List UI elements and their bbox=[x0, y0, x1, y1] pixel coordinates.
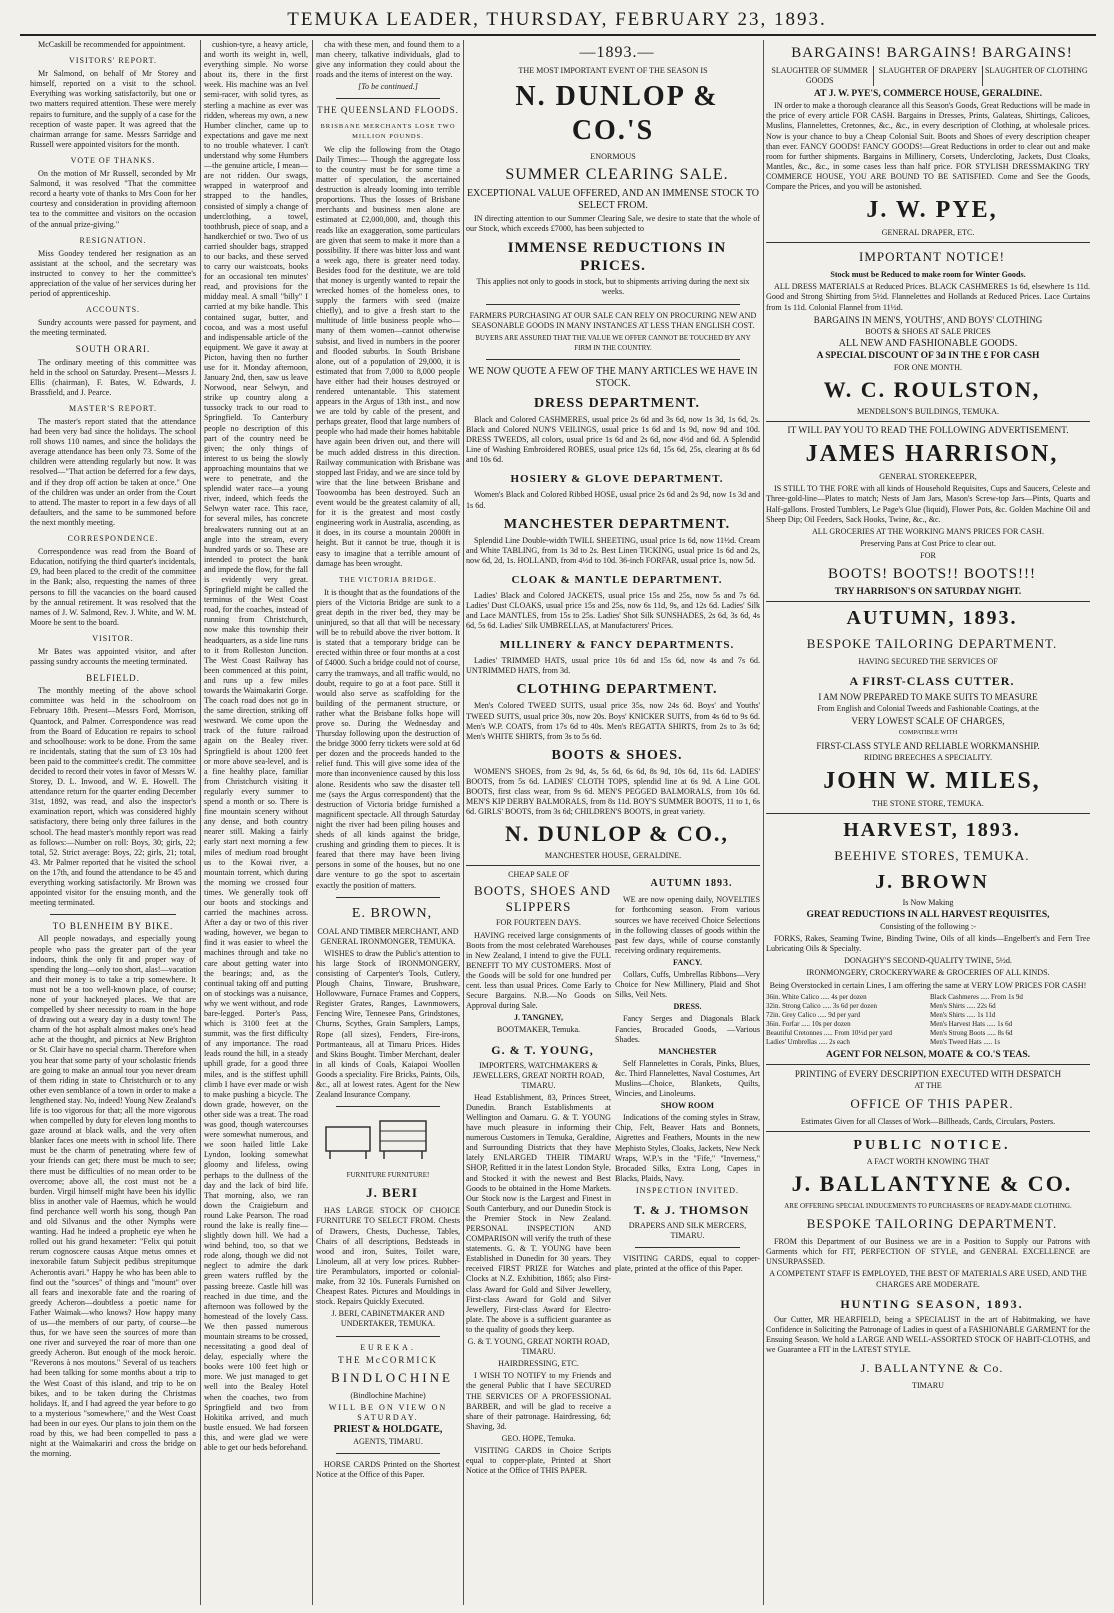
column-rule bbox=[763, 40, 764, 1605]
ad-address: MANCHESTER HOUSE, GERALDINE. bbox=[544, 851, 682, 861]
ad-text: A SPECIAL DISCOUNT OF 3d IN THE £ FOR CASH bbox=[816, 350, 1040, 361]
price-list-right bbox=[930, 993, 1090, 1047]
article-text: Miss Goodey tendered her resignation as an assistant at the school, and the secretary was instructed to convey to her the committee's appreciation of the value of her services during her period of apprenticeship. bbox=[30, 248, 196, 299]
divider bbox=[766, 1131, 1090, 1132]
ad-text: Is Now Making bbox=[902, 897, 954, 907]
ad-text: WE are now opening daily, NOVELTIES for forthcoming season. From various sources we have received Choice Selections in the following classes of goods within the past few days, while of course constantly receiving ordinary requirements. bbox=[615, 895, 760, 955]
ad-text: RIDING BREECHES A SPECIALITY. bbox=[863, 752, 992, 762]
ad-text: Estimates Given for all Classes of Work—Billheads, Cards, Circulars, Posters. bbox=[800, 1116, 1056, 1126]
department-heading: CLOAK & MANTLE DEPARTMENT. bbox=[511, 573, 723, 586]
section-heading: CORRESPONDENCE. bbox=[67, 534, 159, 544]
ad-text: Being Overstocked in certain Lines, I am offering the same at VERY LOW PRICES FOR CASH! bbox=[769, 980, 1087, 990]
ad-signature: J. TANGNEY, bbox=[513, 1013, 564, 1023]
price-row: Beautiful Cretonnes ..... From 10½d per yard bbox=[766, 1028, 892, 1037]
ad-text: IRONMONGERY, CROCKERYWARE & GROCERIES OF ALL KINDS. bbox=[806, 968, 1050, 978]
ad-text: I WISH TO NOTIFY to my Friends and the general Public that I have SECURED THE SERVICES OF A PROFESSIONAL BARBER, and will be glad to receive a share of their patronage. Hairdressing, 6d; Shaving, 3d. bbox=[466, 1371, 611, 1431]
ad-text: Indications of the coming styles in Straw, Chip, Felt, Beaver Hats and Bonnets, Aigrettes and Feathers, Mounts in the new Mephisto Styles, Cloaks, Jackets, New Neck Wraps, W.P.'s in the "Fife," "Inverness," Brocaded Silks, Extra Long, Capes in Blacks, Plaids, Navy. bbox=[615, 1113, 760, 1183]
ad-text: VISITING CARDS, equal to copper-plate, printed at the office of this Paper. bbox=[615, 1254, 760, 1274]
ad-text: Head Establishment, 83, Princes Street, Dunedin. Branch Establishments at Wellington and Oamaru. G. & T. YOUNG have much pleasure in informing their numerous Customers in Temuka, Geraldine, and Surrounding Districts that they have lately ENLARGED THEIR TIMARU SHOP, Refitted it in the latest London Style, and Stocked it with the newest and Best Goods to be obtained in the Home Markets. Our Stock now is the Largest and Finest in South Canterbury, and our Dunedin Stock is the Premier Stock in New Zealand. PERSONAL INSPECTION AND COMPARISON will verify the truth of these statements. G. & T. YOUNG have been Established in Dunedin for 30 years. They received FIRST PRIZE for Watches and Clocks at N.Z. Exhibition, 1865; also First-class Award for Gold and Silver Jewellery, First-class Award for Gold and Silver Jewellery, First-class Award for Electro-plate. The above is a sufficient guarantee as to the quality of goods they keep. bbox=[466, 1092, 611, 1334]
ad-text: Self Flannelettes in Corals, Pinks, Blues, &c. Third Flannelettes, Naval Costumes, Art Muslins—Choice, Blankets, Quilts, Wincies, and Linoleums. bbox=[615, 1058, 760, 1099]
article-text: Mr Bates was appointed visitor, and after passing sundry accounts the meeting terminated. bbox=[30, 646, 196, 667]
ad-text: BUYERS ARE ASSURED THAT THE VALUE WE OFFER CANNOT BE TOUCHED BY ANY FIRM IN THE COUNTRY. bbox=[475, 333, 751, 352]
slaughter-row bbox=[766, 66, 1090, 86]
furniture-engraving-icon bbox=[316, 1117, 436, 1163]
ad-headline: BEEHIVE STORES, TEMUKA. bbox=[834, 847, 1030, 863]
ad-signature: PRIEST & HOLDGATE, bbox=[333, 1423, 443, 1435]
ad-title: JOHN W. MILES, bbox=[823, 767, 1041, 794]
ad-text: ARE OFFERING SPECIAL INDUCEMENTS TO PURCHASERS OF READY-MADE CLOTHING. bbox=[784, 1202, 1072, 1211]
article-title: SOUTH ORARI. bbox=[75, 344, 151, 355]
ad-title: N. DUNLOP & CO.'S bbox=[515, 81, 719, 147]
ad-text: Women's Black and Colored Ribbed HOSE, usual price 2s 6d and 2s 9d, now 1s 3d and 1s 6d. bbox=[466, 490, 760, 510]
ad-text: Preserving Pans at Cost Price to clear out. bbox=[860, 538, 996, 548]
ad-signature: GEO. HOPE, Temuka. bbox=[501, 1433, 576, 1443]
ad-text: WOMEN'S SHOES, from 2s 9d, 4s, 5s 6d, 6s 6d, 8s 9d, 10s 6d, 11s 6d. LADIES' BOOTS, from 5s 6d. LADIES' CLOTH TOPS, splendid line at 6s 9d. A Line GOL BOOTS, first class wear, from 9s 6d. MEN'S PEGGED BALMORALS, from 10s 6d. MEN'S KIP DERBY BALMORALS, from 8s 11d. BOY'S SUMMER BOOTS, 11 to 1, 6s 6d. GIRLS' BOOTS, from 3s 6d; CHILDREN'S BOOTS, in great variety. bbox=[466, 766, 760, 817]
ad-heading: FURNITURE FURNITURE! bbox=[346, 1171, 430, 1180]
ad-title: N. DUNLOP & CO., bbox=[505, 821, 729, 847]
ad-text: Ladies' TRIMMED HATS, usual price 10s 6d and 15s 6d, now 4s and 7s 6d. UNTRIMMED HATS, from 3d. bbox=[466, 656, 760, 676]
ad-title: J. BALLANTYNE & CO. bbox=[791, 1171, 1073, 1197]
ad-text: From English and Colonial Tweeds and Fashionable Coatings, at the bbox=[817, 704, 1039, 714]
ad-title: T. & J. THOMSON bbox=[633, 1203, 750, 1217]
masthead-rule bbox=[20, 34, 1096, 36]
ad-text: HORSE CARDS Printed on the Shortest Notice at the Office of this Paper. bbox=[316, 1460, 460, 1480]
category-label: MANCHESTER bbox=[658, 1046, 717, 1056]
ad-signature: G. & T. YOUNG, GREAT NORTH ROAD, TIMARU. bbox=[467, 1337, 610, 1357]
ad-headline: AT J. W. PYE'S, COMMERCE HOUSE, GERALDINE. bbox=[814, 89, 1042, 100]
category-label: FANCY. bbox=[672, 957, 702, 967]
ad-text: IN directing attention to our Summer Clearing Sale, we desire to state that the whole of our Stock, which exceeds £7000, has been subjected to bbox=[466, 214, 760, 234]
ad-subtitle: Stock must be Reduced to make room for Winter Goods. bbox=[830, 270, 1026, 280]
ad-text: WE NOW QUOTE A FEW OF THE MANY ARTICLES WE HAVE IN STOCK. bbox=[468, 365, 758, 389]
article-text: It is thought that as the foundations of the piers of the Victoria Bridge are sunk to a great depth in the river bed, they may be uninjured, so that all that will be necessary will be to rebuild above the river bottom. It is stated that a temporary bridge can be erected within three or four months at a cost of £4000. Such a bridge could not of course, carry the tramways, and all traffic would, no doubt, require to go at a foot pace. Still it would also serve as scaffolding for the building of the permanent structure, or rather what the Brisbane folks hope will prove so. During the Wednesday and Thursday following upon the destruction of the bridge 3000 ferry tickets were sold at 6d per dozen and the proceeds handed to the relief fund. This will give some idea of the more than inconvenience caused by this loss alone. Residents who saw the disaster tell me (says the Argus correspondent) that the destruction of Victoria bridge furnished a magnificent spectacle. All through Saturday night the river had been piling houses and sheds of all kinds against the bridge, crushing and grinding them to pieces. It is feared that there may have been living persons in some of the houses, but no one dare venture to go the spot to ascertain exactly the position of matters. bbox=[316, 587, 460, 890]
price-list-left bbox=[766, 993, 926, 1047]
divider bbox=[50, 914, 176, 915]
ad-text: PRINTING of EVERY DESCRIPTION EXECUTED WITH DESPATCH bbox=[794, 1068, 1062, 1079]
section-heading: VISITOR. bbox=[92, 633, 134, 643]
price-row: Men's Harvest Hats ..... 1s 6d bbox=[930, 1019, 1013, 1028]
ad-subtitle: TIMARU bbox=[912, 1381, 944, 1390]
column-5 bbox=[766, 40, 1090, 1605]
ad-text: BARGAINS IN MEN'S, YOUTHS', AND BOYS' CLOTHING bbox=[813, 314, 1043, 325]
article-title: THE QUEENSLAND FLOODS. bbox=[317, 105, 459, 116]
department-heading: DRESS DEPARTMENT. bbox=[533, 395, 701, 411]
ad-text: TRY HARRISON'S ON SATURDAY NIGHT. bbox=[834, 587, 1022, 597]
article-title: BELFIELD. bbox=[86, 673, 140, 684]
ad-headline: OFFICE OF THIS PAPER. bbox=[850, 1095, 1014, 1111]
ad-subtitle: FOR FOURTEEN DAYS. bbox=[496, 918, 581, 928]
ad-headline: IMMENSE REDUCTIONS IN PRICES. bbox=[507, 240, 727, 275]
ad-subtitle: AGENTS, TIMARU. bbox=[353, 1437, 423, 1447]
article-text: Correspondence was read from the Board of Education, notifying the third quarter's incidentals, £9, had been placed to the credit of the committee in the Bank; also, requesting the names of three persons to fill the vacancies on the board caused by the annual retirement. It was resolved that the names of J. W. Salmond, Rev. J. White, and W. M. Moore be sent to the board. bbox=[30, 547, 196, 627]
column-3 bbox=[316, 40, 460, 1605]
article-text: Mr Salmond, on behalf of Mr Storey and himself, reported on a visit to the school. Everything was working satisfactorily, but one or two matters required attention. These were merely repairs to furniture, and the supply of a case for the reception of waste paper. It was agreed that the chairman arrange for same. Messrs Sarridge and Russell were appointed visitors for the month. bbox=[30, 69, 196, 149]
ad-headline: IMPORTANT NOTICE! bbox=[858, 249, 1006, 265]
article-text: Sundry accounts were passed for payment, and the meeting terminated. bbox=[30, 318, 196, 338]
divider bbox=[635, 1247, 740, 1248]
ad-text: FIRST-CLASS STYLE AND RELIABLE WORKMANSHIP. bbox=[816, 740, 1040, 751]
article-title: TO BLENHEIM BY BIKE. bbox=[52, 921, 174, 932]
ad-heading: CHEAP SALE OF bbox=[508, 870, 569, 880]
category-label: DRESS. bbox=[673, 1002, 702, 1012]
ad-subtitle: THE STONE STORE, TEMUKA. bbox=[872, 798, 984, 808]
section-heading: VISITORS' REPORT. bbox=[69, 56, 157, 66]
ad-headline: AGENT FOR NELSON, MOATE & CO.'S TEAS. bbox=[825, 1049, 1031, 1060]
ad-text: Consisting of the following :- bbox=[880, 922, 976, 932]
ad-text: HAVING SECURED THE SERVICES OF bbox=[858, 657, 998, 667]
ad-signature: J. BERI, CABINETMAKER AND UNDERTAKER, TEMUKA. bbox=[331, 1309, 445, 1329]
newspaper-title: TEMUKA LEADER, THURSDAY, FEBRUARY 23, 1893. bbox=[287, 9, 827, 30]
ad-text: Men's Colored TWEED SUITS, usual price 35s, now 24s 6d. Boys' and Youths' TWEED SUITS, usual price 30s, now 20s. Boys' KNICKER SUITS, from 4s 6d to 9s 6d. Men's W.P. COATS, from 17s 6d to 40s. Men's REGATTA SHIRTS, from 2s to 3s 6d; Men's WHITE SHIRTS, from 3s to 5s 6d. bbox=[466, 701, 760, 741]
section-heading: THE VICTORIA BRIDGE. bbox=[339, 575, 437, 584]
department-heading: MILLINERY & FANCY DEPARTMENTS. bbox=[499, 639, 735, 652]
ad-year: —1893.— bbox=[579, 44, 655, 61]
ad-text: BOOTS & SHOES AT SALE PRICES bbox=[865, 326, 991, 336]
price-row: Men's Strong Boots ..... 8s 6d bbox=[930, 1028, 1013, 1037]
ad-subtitle: GENERAL DRAPER, ETC. bbox=[881, 228, 975, 238]
divider bbox=[336, 98, 440, 99]
category-label: SHOW ROOM bbox=[660, 1101, 715, 1111]
ad-subtitle: BOOTMAKER, Temuka. bbox=[496, 1025, 581, 1035]
article-subtitle: BRISBANE MERCHANTS LOSE TWO MILLION POUNDS. bbox=[320, 122, 456, 140]
ad-text: Splendid Line Double-width TWILL SHEETING, usual price 1s 6d, now 11½d. Cream and White TABLING, from 1s 3d to 2s. Best Linen TICKING, usual price 1s 6d and 2s, now 6d, 2d, 1s. HOLLAND, from 4½d to 10d. 36-inch FORFAR, usual price 1s, now 5d. bbox=[466, 535, 760, 565]
ad-text: EXCEPTIONAL VALUE OFFERED, AND AN IMMENSE STOCK TO SELECT FROM. bbox=[466, 188, 760, 212]
ad-text: FORKS, Rakes, Seaming Twine, Binding Twine, Oils of all kinds—Engelbert's and Fern Tree Lubricating Oils & Specialty. bbox=[766, 934, 1090, 954]
section-heading: ACCOUNTS. bbox=[85, 305, 141, 315]
column-2 bbox=[204, 40, 308, 1605]
price-list bbox=[766, 993, 1090, 1047]
ad-text: ALL GROCERIES AT THE WORKING MAN'S PRICES FOR CASH. bbox=[811, 526, 1045, 536]
ad-heading: INSPECTION INVITED. bbox=[635, 1185, 740, 1195]
price-row: 32in. Strong Calico ..... 3s 6d per dozen bbox=[766, 1001, 878, 1010]
price-row: Ladies' Umbrellas ..... 2s each bbox=[766, 1037, 850, 1046]
article-text: On the motion of Mr Russell, seconded by Mr Salmond, it was resolved "That the committee record a hearty vote of thanks to Mrs Coon for her courtesy and consideration in providing afternoon tea to the committee and visitors on the occasion of the annual prize-giving." bbox=[30, 169, 196, 229]
divider bbox=[766, 601, 1090, 602]
ad-text: HAVING received large consignments of Boots from the most celebrated Warehouses in New Zealand, I intend to give the FULL BENEFIT TO MY CUSTOMERS. Most of the Goods will be sold for one hundred per cent. less than usual Prices. Come Early to Secure Bargains. N.B.—No Goods on Approval during Sale. bbox=[466, 930, 611, 1011]
ad-text: Black and Colored CASHMERES, usual price 2s 6d and 3s 6d, now 1s 3d, 1s 6d, 2s. Black and Colored NUN'S VEILINGS, usual price 1s 6d and 1s 9d, now 9d and 10d. DRESS TWEEDS, all colors, usual price 1s 6d and 2s 6d, now 4½d and 6d. A Splendid Line of Washing Embroidered ROBES, usual price 12s 6d, 15s 6d, 25s, clearing at 8s 6d and 10s 6d. bbox=[466, 414, 760, 465]
article-text: We clip the following from the Otago Daily Times:— Though the aggregate loss to the country must be for some time a matter of speculation, the ascertained destruction is already looming into terrible proportions. Thus the losses of Brisbane merchants and business men alone are estimated at £2,000,000, and, though this reads like an exaggeration, some particulars are given that seem to make it more than a possibility. If there was bitter loss and want a week ago, there is greater need today. Besides food for the destitute, we are told that money is urgently wanted to repair the wrecked homes of the homeless ones, to supply the farmers with seed (maize chiefly), and to give a fresh start to the multitude of little business people who—many of them women—cannot otherwise subsist, and lived in numbers in the poorer and flooded suburbs. In South Brisbane alone, out of a population of 29,000, it is estimated that from 7,000 to 8,000 people have either had their houses destroyed or rendered untenantable. This statement appears in the Argus of 13th inst., and now we are told by cable of the present, and perhaps greater, flood that large numbers of people who had made their homes habitable have again been driven out, and there will be much added distress in this direction. Railway communication with Brisbane was stopped last Friday, and we are since told by wire that the line between Brisbane and Toowoomba has been destroyed. Such an event would be the greatest calamity of all, for it is the greatest and most costly engineering work in Australia, ascending, as it does, in its course a mountain 2000ft in height. But it cannot be true, though it is easy to imagine that a terrible amount of damage has been wrought. bbox=[316, 144, 460, 568]
ad-headline: HUNTING SEASON, 1893. bbox=[840, 1296, 1024, 1311]
column-4 bbox=[466, 40, 760, 1605]
ad-text: Fancy Serges and Diagonals Black Fancies, Brocaded Goods, —Various Shades. bbox=[615, 1014, 760, 1044]
ad-title: E. BROWN, bbox=[351, 905, 433, 921]
price-row: Men's Tweed Hats ..... 1s bbox=[930, 1037, 1001, 1046]
ad-subtitle: (Bindlochine Machine) bbox=[350, 1390, 426, 1400]
department-heading: BOOTS & SHOES. bbox=[551, 747, 683, 763]
divider bbox=[336, 1106, 440, 1107]
ad-text: A COMPETENT STAFF IS EMPLOYED, THE BEST OF MATERIALS ARE USED, AND THE CHARGES ARE MODERATE. bbox=[769, 1269, 1087, 1289]
ad-text: WILL BE ON VIEW ON SATURDAY. bbox=[328, 1402, 448, 1422]
ad-text: A FACT WORTH KNOWING THAT bbox=[866, 1156, 990, 1166]
ad-text: I AM NOW PREPARED TO MAKE SUITS TO MEASURE bbox=[818, 692, 1038, 703]
ad-text: IS STILL TO THE FORE with all kinds of Household Requisites, Cups and Saucers, Celeste and Three-gold-line—Plates to match; Nests of Jam Jars, Mason's Screw-top Jars—Pints, Quarts and Half-gallons. Frosted Tumblers, Le Page's Glue (liquid), Flower Pots, &c. Golden Machine Oil and Sheep Dip; Oil Feeders, Sack Hooks, Twine, &c., &c. bbox=[766, 484, 1090, 524]
ad-text: COMPATIBLE WITH bbox=[898, 729, 958, 737]
ad-text: FOR ONE MONTH. bbox=[893, 362, 963, 372]
article-text: McCaskill be recommended for appointment. bbox=[38, 40, 186, 49]
ad-headline: A FIRST-CLASS CUTTER. bbox=[849, 674, 1015, 689]
price-row: Men's Shirts ..... 1s 11d bbox=[930, 1010, 996, 1019]
slaughter-item: SLAUGHTER OF SUMMER GOODS bbox=[766, 66, 874, 86]
price-row: 36in. Forfar ..... 10s per dozen bbox=[766, 1019, 851, 1028]
ad-title: J. W. PYE, bbox=[866, 197, 998, 224]
column-rule bbox=[463, 40, 464, 1605]
ad-subtitle: MENDELSON'S BUILDINGS, TEMUKA. bbox=[856, 407, 1000, 417]
ad-title: AUTUMN 1893. bbox=[650, 878, 733, 890]
sub-columns bbox=[466, 870, 760, 1478]
ad-text: AT THE bbox=[914, 1080, 942, 1090]
ad-text: Collars, Cuffs, Umbrellas Ribbons—Very Choice for New Millinery, Plaid and Shot Silks, Veil Nets. bbox=[615, 970, 760, 1000]
ad-text: IT WILL PAY YOU TO READ THE FOLLOWING ADVERTISEMENT. bbox=[787, 426, 1069, 437]
price-row: Men's Shirts ..... 22s 6d bbox=[930, 1001, 996, 1010]
article-text: The ordinary meeting of this committee was held in the school on Saturday. Present—Messrs J. Ellis (chairman), F. Bates, W. Edwards, J. Brassfield, and J. Pearce. bbox=[30, 357, 196, 397]
ad-text: FARMERS PURCHASING AT OUR SALE CAN RELY ON PROCURING NEW AND SEASONABLE GOODS IN MANY INSTANCES AT LESS THAN ENGLISH COST. bbox=[469, 310, 757, 330]
ad-title: HARVEST, 1893. bbox=[843, 818, 1021, 841]
ad-title: BOOTS, SHOES AND SLIPPERS bbox=[474, 883, 611, 915]
divider bbox=[766, 242, 1090, 243]
ad-headline: GREAT REDUCTIONS IN ALL HARVEST REQUISITES, bbox=[806, 909, 1050, 920]
ad-subtitle: DRAPERS AND SILK MERCERS, TIMARU. bbox=[628, 1221, 747, 1241]
ad-text: HAS LARGE STOCK OF CHOICE FURNITURE TO SELECT FROM. Chests of Drawers, Chests, Duchesse, Tables, Chairs of all descriptions, Bedsteads in wood and iron, Suites, Toilet ware, Linoleum, all at very low prices. Rubber-tire Perambulators, imported or colonial-make, from 32 10s. Funerals Furnished on Cheapest Rates. Pictures and Mouldings in stock. Repairs Quickly Executed. bbox=[316, 1206, 460, 1307]
price-row: Black Cashmeres ..... From 1s 9d bbox=[930, 992, 1023, 1001]
section-heading: MASTER'S REPORT. bbox=[69, 403, 157, 413]
ad-text: VERY LOWEST SCALE OF CHARGES, bbox=[851, 716, 1005, 727]
ad-title: THE McCORMICK bbox=[338, 1354, 438, 1365]
slaughter-item: SLAUGHTER OF DRAPERY bbox=[874, 66, 982, 86]
sub-column-right bbox=[615, 870, 760, 1478]
continued-note: [To be continued.] bbox=[358, 82, 418, 92]
article-text: All people nowadays, and especially young people who pass the greater part of the year indoors, think the only fit and proper way of spending the long—only too short, alas!—vacation and their money is to take a trip somewhere. It must not be a too well-known place, of course; none of your hackneyed places. We that are compelled by sheer necessity to roam in the hope of drawing out a weary day in a dusty town! The charm of the hot asphalt almost makes one's head ache at the thought, and picnics at New Brighton or St. Clair have no special charm. Therefore when you hear that some party of your scholastic friends are going to make an annual tour you never dream of them riding in state to Christchurch or to any other even semblance of a town in order to make a lengthened stay. No, indeed! Young New Zealand's life is too vigorous for that; all the more vigorous when compelled by duty for eleven long months to gaze around at black walls, and the very often blanker faces one meets with in school life. There must be the charm of penetrating where few of your friends can get; there must be much to see; there must be difficulties of no mean order to be overcome; above all, the cost must not be a burden. Virgil himself might have been his idyllic bliss in another vale of Haemus, which he would find perchance well worth his song, though Pan and old Silvanus and the other Nymphs were wanting. Had he indeed a prophetic eye when he rolled out his grand hexameter: "Felix qui potuit rerum cognoscere causas Atque metus omnes et inexorabile fatum Subjecit pedibus strepitumque Acherontis avari." Happy he who has been able to find out the "sources" of things and "mount" over all fears and inexorable fate and the roaring of greedy Acheron—doubtless a poetic name for Father Waimak—who knows? How happy many of us—the members of our party, of course—be thus, for we have seen the sources of more than one river and surveyed the roar of more than one greedy Acheron. But enough of the mock heroic. "Reverons à nos moutons." Several of us teachers had been talking for some months about a trip to the West Coast of this island, and trip to be on bikes, and to be taken during the Christmas holidays. If, and I had agreed the year before to go to a mysterious "somewhere," and the West Coast had been in our eyes. Our plans to join them on the road by this, we had been compelled to pass a night at the Waimakariri and cross the bridge on the morning. bbox=[30, 934, 196, 1459]
ad-title: AUTUMN, 1893. bbox=[846, 607, 1018, 630]
ad-headline: PUBLIC NOTICE. bbox=[853, 1137, 1011, 1153]
ad-title: W. C. ROULSTON, bbox=[823, 377, 1041, 403]
ad-text: This applies not only to goods in stock, but to shipments arriving during the next six weeks. bbox=[476, 277, 750, 297]
divider bbox=[336, 1453, 440, 1454]
ad-headline: BESPOKE TAILORING DEPARTMENT. bbox=[806, 1216, 1058, 1232]
department-heading: HOSIERY & GLOVE DEPARTMENT. bbox=[510, 473, 724, 486]
ad-heading: EUREKA. bbox=[360, 1342, 416, 1352]
divider bbox=[336, 1336, 440, 1337]
divider bbox=[466, 865, 760, 866]
price-row: 36in. White Calico ..... 4s per dozen bbox=[766, 992, 867, 1001]
masthead bbox=[0, 0, 1114, 38]
ad-title: J. BALLANTYNE & Co. bbox=[860, 1361, 1004, 1375]
ad-heading: HAIRDRESSING, ETC. bbox=[498, 1359, 579, 1369]
divider bbox=[336, 897, 440, 898]
ad-title: JAMES HARRISON, bbox=[805, 441, 1059, 468]
column-rule bbox=[312, 40, 313, 1605]
ad-title: J. BERI bbox=[366, 1185, 418, 1201]
ad-title: J. BROWN bbox=[875, 870, 989, 893]
ad-subtitle: ENORMOUS bbox=[590, 152, 636, 162]
ad-text: FROM this Department of our Business we are in a Position to Supply our Patrons with Garments which for FIT, PERFECTION OF STYLE, and GENERAL EXCELLENCE are UNSURPASSED. bbox=[766, 1237, 1090, 1267]
section-heading: RESIGNATION. bbox=[79, 235, 147, 245]
column-rule bbox=[200, 40, 201, 1605]
ad-text: WISHES to draw the Public's attention to his large Stock of IRONMONGERY, consisting of Carpenter's Tools, Cutlery, Plough Chains, Tinware, Brushware, Hollowware, Furnace Frames and Coppers, Register Grates, Ranges, Lawnmowers, Fencing Wire, Tennesee Pans, Grindstones, Churns, Scythes, Grain Samplers, Lamps, Rope (all sizes), Fenders, Fire-irons, Portmanteaus, all at Timaru Prices. Hides and Skins Bought. Timber Merchant, dealer in all kinds of Coals, Kaiapoi Woollen Goods a speciality. Fire Bricks, Paints, Oils, &c., all at lowest rates. Agent for the New Zealand Insurance Company. bbox=[316, 948, 460, 1100]
ad-title: BINDLOCHINE bbox=[331, 1369, 453, 1385]
divider bbox=[486, 359, 740, 360]
ad-text: DONAGHY'S SECOND-QUALITY TWINE, 5½d. bbox=[844, 956, 1012, 966]
ad-text: THE MOST IMPORTANT EVENT OF THE SEASON IS bbox=[518, 66, 708, 75]
ad-subtitle: COAL AND TIMBER MERCHANT, AND GENERAL IRONMONGER, TEMUKA. bbox=[317, 926, 459, 946]
ad-subtitle: IMPORTERS, WATCHMAKERS & JEWELLERS, GREAT NORTH ROAD, TIMARU. bbox=[472, 1060, 605, 1090]
section-heading: VOTE OF THANKS. bbox=[70, 155, 156, 165]
department-heading: MANCHESTER DEPARTMENT. bbox=[503, 516, 731, 532]
divider bbox=[766, 1064, 1090, 1065]
ad-text: ALL NEW AND FASHIONABLE GOODS. bbox=[838, 337, 1018, 349]
sub-column-left bbox=[466, 870, 611, 1478]
price-row: 72in. Grey Calico ..... 9d per yard bbox=[766, 1010, 861, 1019]
ad-title: G. & T. YOUNG, bbox=[491, 1042, 594, 1057]
ad-text: IN order to make a thorough clearance all this Season's Goods, Great Reductions will be made in the price of every article FOR CASH. Bargains in Dresses, Prints, Galateas, Shirtings, Calicoes, Muslins, Flannelettes, Cretonnes, &c., &c., in every description of Clothing, at wholesale prices. Now is your chance to buy a Cheap Colonial Suit. Boots and Shoes of every description cheaper than ever. FANCY GOODS! FANCY GOODS!—Great Reductions in order to clear out and make room for further shipments. Bargains in Millinery, Corsets, Undercloting, Jackets, Dust Cloaks, Mantles, &c., &c., in some cases less than half price. FOR STYLISH DRESSMAKING TRY COMMERCE HOUSE, YOU ARE BOUND TO BE SATISFIED. Come and See the Goods, Compare the Prices, and you will be astonished. bbox=[766, 101, 1090, 192]
ad-text: Our Cutter, MR HEARFIELD, being a SPECIALIST in the art of Habitmaking, we have Confidence in Soliciting the Patronage of Ladies in quest of a FASHIONABLE GARMENT for the Ensuing Season. We hold a LARGE AND WELL-ASSORTED STOCK OF HABIT-CLOTHS, and we Guarantee a FIT in the LATEST STYLE. bbox=[766, 1314, 1090, 1354]
ad-subtitle: GENERAL STOREKEEPER, bbox=[879, 472, 977, 482]
article-text: cushion-tyre, a heavy article, and worth its weight in, well, everything simple. No worse about its, there in the first week. His machine was an Ivel semi-racer, with solid tyres, as sterling a machine as ever was ridden, whereas my own, a new Humber clincher, came up to expectations and gave me next to no trouble whatever. I can't understand why some Humbers—the genuine article, I mean—are not ridden. Our swags, wrapped in waterproof and strapped to the handles, consisted of simply a change of underclothing, a towel, toothbrush, piece of soap, and a handkerchief or two. Two of us carried shoulder bags, strapped to our backs, and these served to carry our waistcoats, books for an occasional ten minutes' read, and provisions for the midday meal. A small "billy" I carried at my bike handle. This contained sugar, butter, and cocoa, and was a most useful and indispensable article of the equipment. We gave it away at Picton, having then no further use for it. Monday afternoon, January 2nd, then, saw us leave Norwood, near Selwyn, and strike up country along a tussocky track to our road to Springfield. To Canterbury people no description of this part of the country need be given; the only things of interest to us being the slowly approaching mountains that we were to penetrate, and the splendid water race—a young river, indeed, which feeds the Selwyn water race. This race, for several miles, has concrete breakwaters running out at an angle into the stream, every hundred yards or so. These are intended to protect the bank and impede the flow, for the fall is evidently very great. Springfield might be called the terminus of the West Coast road, for the coaches, instead of running from Christchurch, now make this township their headquarters, as a side line runs to it from Rolleston Junction. The West Coast Railway has been commenced at this point, and runs up a few miles towards the Waimakariri Gorge. The coach road does not go in the same direction, striking off westward. We come upon the track of the future railroad again on the Bealey river. Springfield is about 1200 feet or more above sea-level, and is a fine healthy place, familiar from Christchurch visiting it regularly every summer to spend a month or so. There is fine mountain scenery without any dense, and both country nearer still. Making a fairly early start next morning a few miles of medium road brought us to the Kowai river, a mountain torrent, which during the morning we crossed four times. We generally took off our boots and stockings and carried the machines across. After a day or two of this river wading, however, we began to find it was easier to wheel the machines through and take no care about getting water into the bearings; and, as the continual taking off and putting on of stockings was a nuisance, why we went without, and rode bare-legged. Porter's Pass, which is 3100 feet at the summit, was the first difficulty of any importance. The road leads round the hill, in a steady uphill grade, for a good three miles, and is the stiffest uphill climb I have ever made or wish to make pushing a bicycle. The down grade, however, on the other side was a treat. The road was good, though watercourses were somewhat numerous, and we soon hailed little Lake Lyndon, looking somewhat gloomy and lifeless, owing perhaps to the dullness of the day and the lack of bird life. That morning, also, we ran down the Craigieburn and round Lake Pearson. The road round the lake is really fine—slightly down hill. We had a wind behind, too, so that we rode along, though we did not neglect to admire the dark green waters ruffled by the passing breeze. Castle hill was reached in due time, and the afternoon was followed by the homestead of the lovely Cass. We then passed numerous mountain streams to be crossed, necessitating a good deal of delay, especially where the books were 100 feet high or more. We just managed to get well into the Bealey Hotel when the coaches, two from Springfield and two from Hokitika arrived, and much bustle ensued. We had forseen this, and were glad we were able to get our beds beforehand. bbox=[204, 40, 308, 1453]
ad-text: FOR bbox=[920, 550, 936, 560]
ad-headline: SUMMER CLEARING SALE. bbox=[505, 166, 729, 184]
department-heading: CLOTHING DEPARTMENT. bbox=[516, 682, 718, 698]
column-1 bbox=[30, 40, 196, 1605]
divider bbox=[766, 421, 1090, 422]
ad-headline: BOOTS! BOOTS!! BOOTS!!! bbox=[828, 566, 1036, 582]
article-text: cha with these men, and found them to a man cheery, talkative individuals, glad to give any information they could about the roads and the items of interest on the way. bbox=[316, 40, 460, 80]
ad-headline: BARGAINS! BARGAINS! BARGAINS! bbox=[791, 45, 1073, 61]
ad-text: VISITING CARDS in Choice Scripts equal to copper-plate, Printed at Short Notice at the Office of THIS PAPER. bbox=[466, 1445, 611, 1476]
ad-headline: BESPOKE TAILORING DEPARTMENT. bbox=[806, 636, 1058, 652]
ad-text: Ladies' Black and Colored JACKETS, usual price 15s and 25s, now 5s and 7s 6d. Ladies' Dust CLOAKS, usual price 15s and 25s, now 6s 11d, 9s, and 12s 6d. Ladies' Silk and Lace MANTLES, from 15s to 25s. Ladies' Shot Silk SUNSHADES, 2s 6d, 3s 6d, 4s 6d, 5s 6d. Ladies' Silk UMBRELLAS, at Manufacturers' Prices. bbox=[466, 590, 760, 631]
article-text: The monthly meeting of the above school committee was held in the schoolroom on February 18th. Present—Messrs Ford, Morrison, Quantock, and Palmer. Correspondence was read from the Board of Education re repairs to school and schoolhouse: work to be done. From the same re incidentals, stating that the sum of £3 10s had been paid to the committee's credit. The committee decided to record their votes in favor of Messrs W. Storey, D. L. Inwood, and W. E. Howell. The attendance return for the quarter ending December 31st, 1892, was read, and also the inspector's examination report, which was considered highly satisfactory, there being only three failures in the school. The head master's monthly report was read as follows:—Number on roll: Boys, 30; girls, 22; total, 52. Strict average: Boys, 22; girls, 21; total, 43. Mr Palmer reported that he visited the school on the 17th, and found the attendance to be 45 and everything working satisfactorily. Mr Brown was appointed visitor for the ensuing month, and the meeting terminated. bbox=[30, 686, 196, 908]
article-text: The master's report stated that the attendance had been very bad since the holidays. The school roll shows 110 names, and since the holidays the average attendance has been only 73. Some of the children were attending regularly but now. It was resolved—"That action be deferred for a few days, and if they drop off action be taken at once." One of the children was under an order from the Court to attend. The master to report in a few days of all defaulters, and the same to be summoned before the next monthly meeting. bbox=[30, 417, 196, 527]
divider bbox=[766, 813, 1090, 814]
ad-text: ALL DRESS MATERIALS at Reduced Prices. BLACK CASHMERES 1s 6d, elsewhere 1s 11d. Good and Strong Shirting from 5½d. Flannelettes and Hollands at Reduced Prices. Lace Curtains from 1s 11d. Colonial Flannel from 11½d. bbox=[766, 282, 1090, 312]
divider bbox=[486, 304, 740, 305]
slaughter-item: SLAUGHTER OF CLOTHING bbox=[984, 66, 1088, 75]
